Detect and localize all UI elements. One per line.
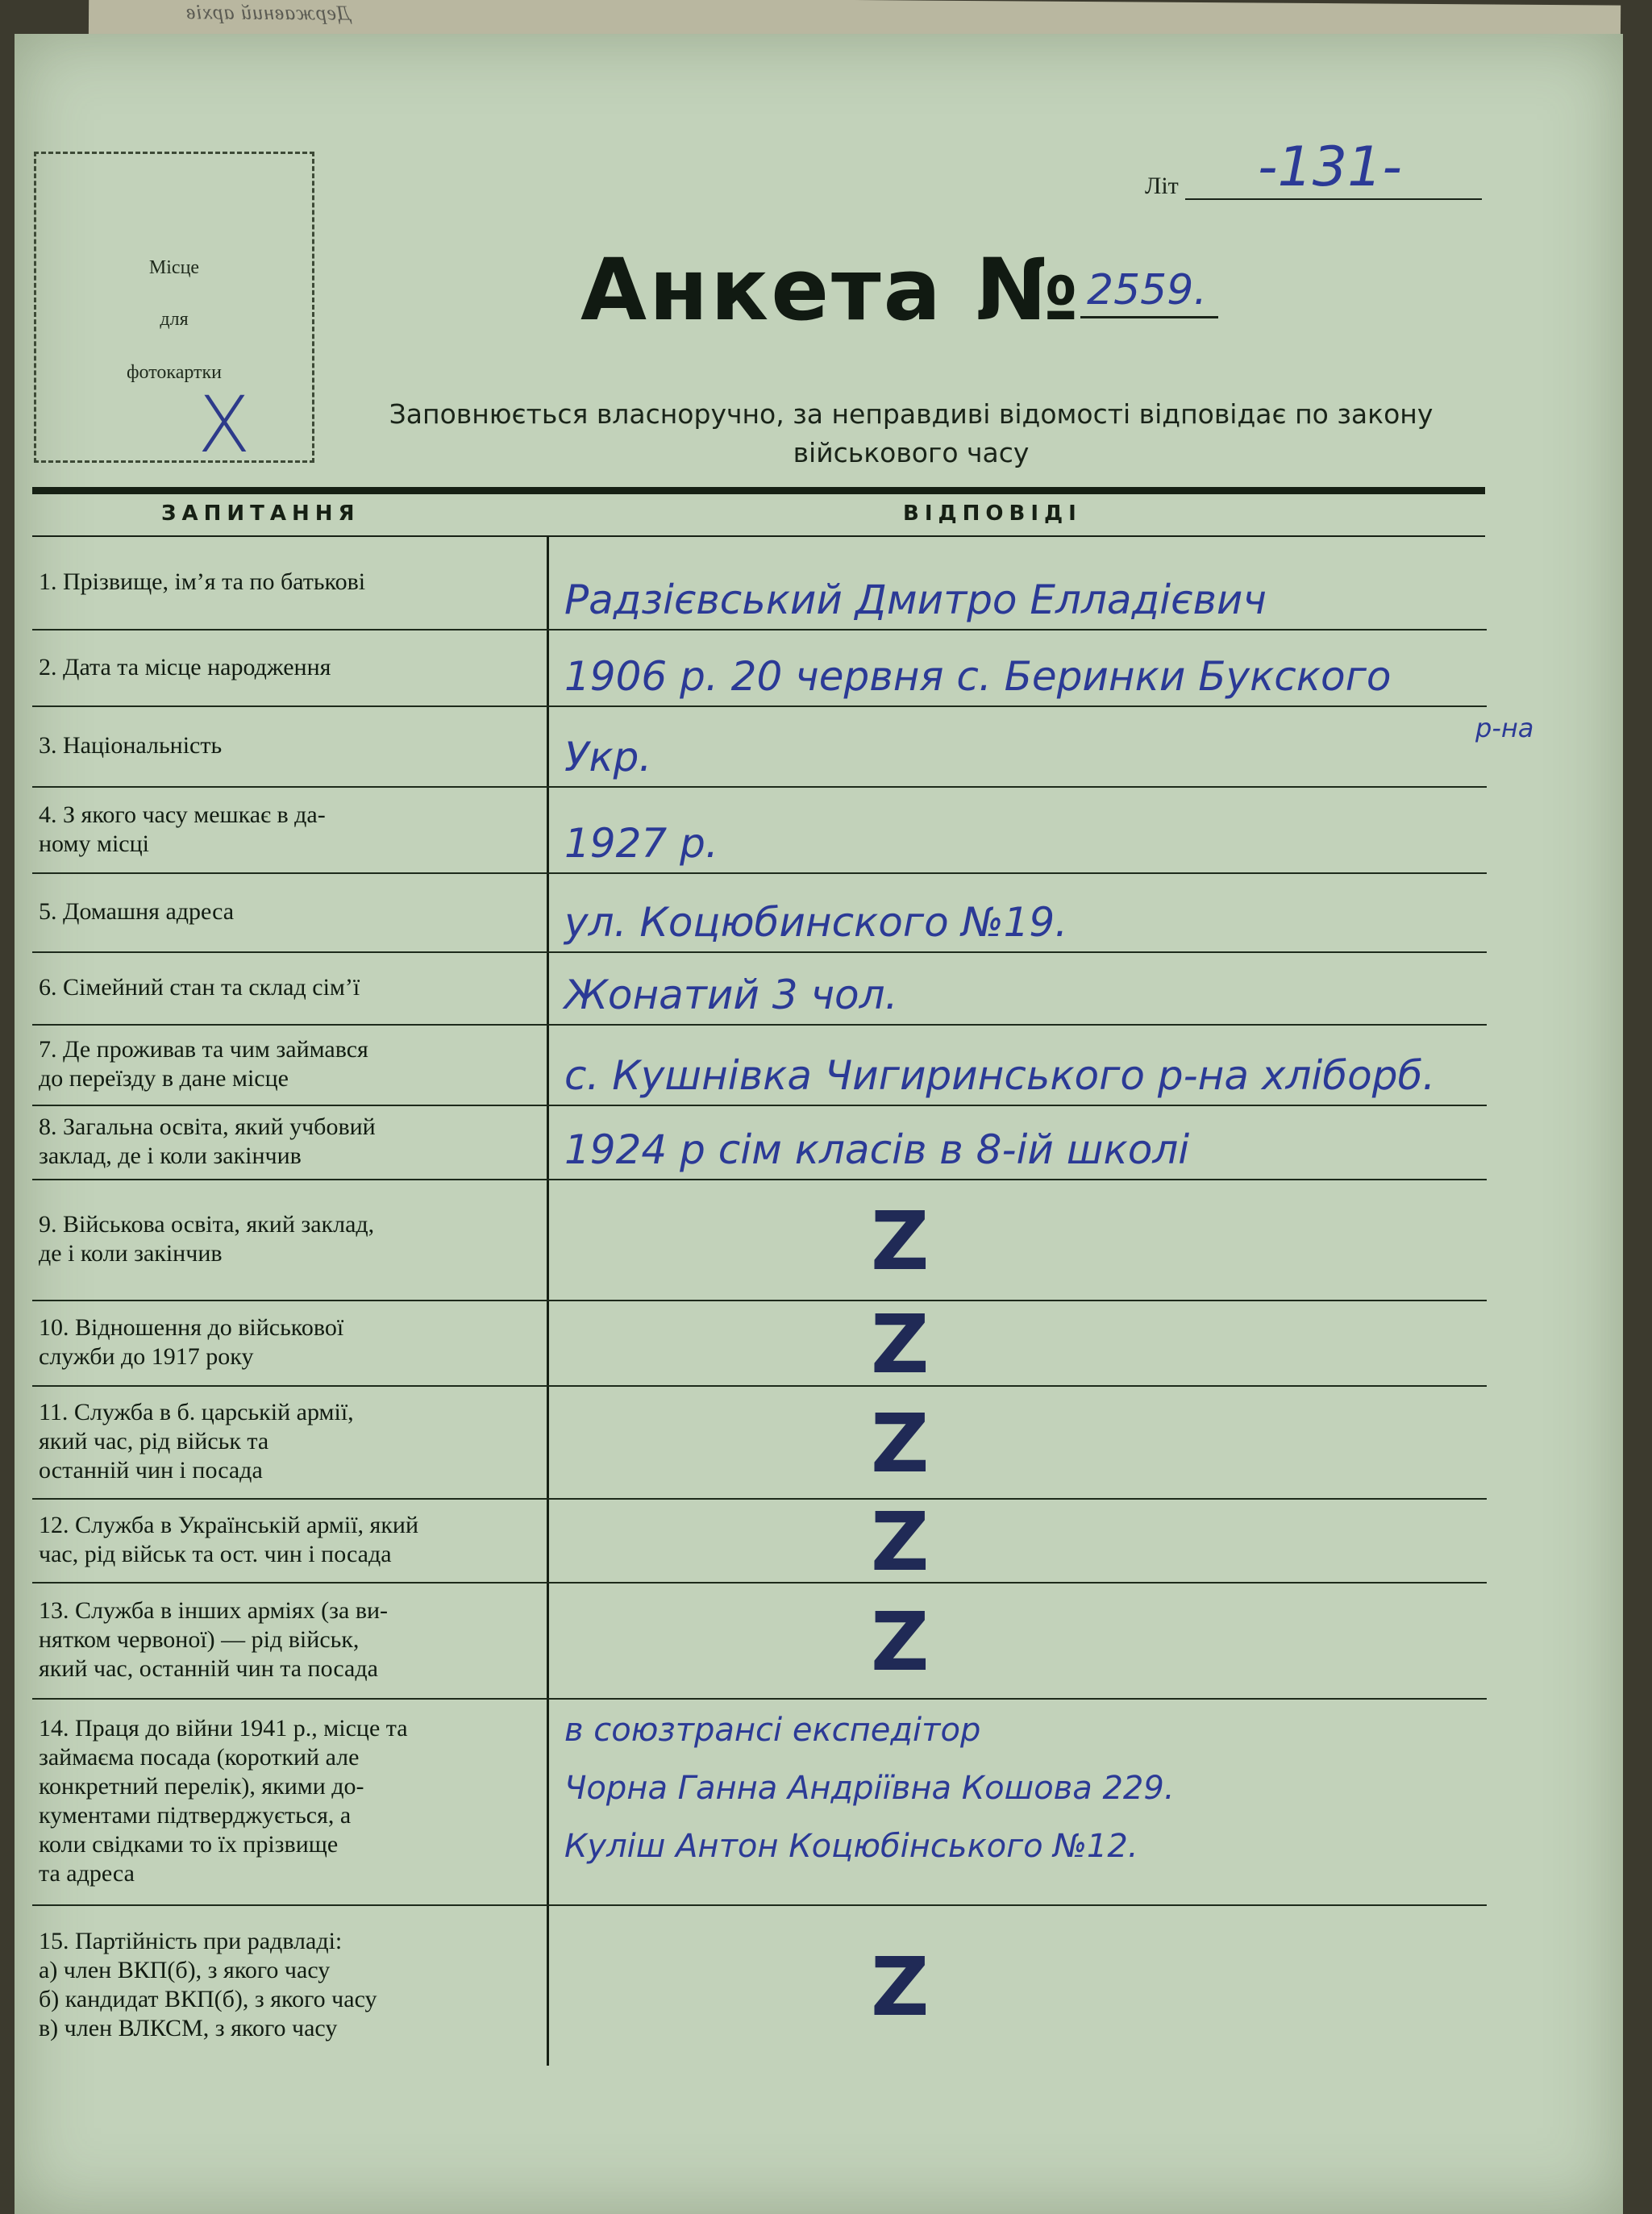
answer-14-line: Куліш Антон Коцюбінського №12.: [564, 1828, 1138, 1865]
row-separator: [32, 1385, 1487, 1387]
question-8: [39, 1113, 547, 1171]
question-line: а) член ВКП(б), з якого часу: [39, 1957, 331, 1983]
sheet-number-label: Літ: [1145, 173, 1179, 199]
question-line: 6. Сімейний стан та склад сім’ї: [39, 974, 360, 1001]
row-separator: [32, 1582, 1487, 1584]
answer-12-dash-mark: Z: [871, 1495, 930, 1589]
question-line: 13. Служба в інших арміях (за ви-: [39, 1597, 389, 1624]
question-6: [39, 973, 547, 1002]
question-line: 5. Домашня адреса: [39, 898, 235, 925]
answer-13-dash-mark: Z: [871, 1595, 930, 1689]
question-14: [39, 1714, 547, 1888]
answer-1: Радзієвський Дмитро Елладієвич: [564, 576, 1267, 623]
question-line: коли свідками то їх прізвище: [39, 1831, 339, 1858]
question-line: 10. Відношення до військової: [39, 1314, 344, 1341]
question-line: 14. Праця до війни 1941 р., місце та: [39, 1715, 408, 1742]
question-line: який час, рід військ та: [39, 1428, 269, 1454]
question-line: 3. Національність: [39, 732, 223, 759]
row-separator: [32, 1105, 1487, 1106]
questions-header: ЗАПИТАННЯ: [161, 501, 360, 526]
question-4: [39, 801, 547, 859]
question-line: нятком червоної) — рід військ,: [39, 1626, 360, 1653]
question-line: 4. З якого часу мешкає в да-: [39, 801, 326, 828]
answer-2-extra: р-на: [1475, 713, 1534, 743]
question-line: 15. Партійність при радвладі:: [39, 1928, 343, 1954]
answer-3: Укр.: [564, 734, 652, 780]
question-line: ному місці: [39, 830, 149, 857]
answer-14-line: Чорна Ганна Андріївна Кошова 229.: [564, 1770, 1175, 1807]
question-13: [39, 1596, 547, 1683]
question-line: конкретний перелік), якими до-: [39, 1773, 364, 1800]
question-line: 7. Де проживав та чим займався: [39, 1036, 368, 1063]
question-line: 12. Служба в Українській армії, який: [39, 1512, 419, 1538]
row-separator: [32, 872, 1487, 874]
question-line: 9. Військова освіта, який заклад,: [39, 1211, 375, 1238]
question-15: [39, 1927, 547, 2043]
page-subtitle: Заповнюється власноручно, за неправдиві відомості відповідає по закону військового часу: [389, 398, 1434, 468]
row-separator: [32, 705, 1487, 707]
question-line: до переїзду в дане місце: [39, 1065, 289, 1092]
answers-header: ВІДПОВІДІ: [903, 501, 1082, 526]
question-10: [39, 1313, 547, 1371]
question-line: та адреса: [39, 1860, 135, 1887]
question-line: який час, останній чин та посада: [39, 1655, 378, 1682]
answer-9-dash-mark: Z: [871, 1194, 930, 1288]
question-2: [39, 653, 547, 682]
question-line: час, рід військ та ост. чин і посада: [39, 1541, 392, 1567]
question-12: [39, 1511, 547, 1569]
question-line: 11. Служба в б. царській армії,: [39, 1399, 354, 1425]
answer-15-dash-mark: Z: [871, 1940, 930, 2034]
archive-scrap-text: Державний архів: [185, 0, 351, 25]
answer-8: 1924 р сім класів в 8-ій школі: [564, 1126, 1190, 1173]
photo-box: [34, 152, 314, 470]
row-separator: [32, 786, 1487, 788]
question-7: [39, 1035, 547, 1093]
question-line: останній чин і посада: [39, 1457, 263, 1484]
photo-box-cross-mark: X: [198, 380, 251, 470]
answer-6: Жонатий 3 чол.: [564, 972, 898, 1018]
row-separator: [32, 1698, 1487, 1700]
questionnaire-number: 2559.: [1080, 266, 1218, 318]
question-1: [39, 568, 547, 597]
row-separator: [32, 951, 1487, 953]
answer-14-line: в союзтрансі експедітор: [564, 1712, 981, 1749]
answer-5: ул. Коцюбинского №19.: [564, 899, 1068, 946]
page-title: Анкета №: [580, 240, 1081, 339]
question-11: [39, 1398, 547, 1485]
answer-2: 1906 р. 20 червня с. Беринки Букского: [564, 653, 1392, 700]
question-line: займаєма посада (короткий але: [39, 1744, 360, 1771]
row-separator: [32, 1024, 1487, 1026]
question-line: в) член ВЛКСМ, з якого часу: [39, 2015, 338, 2041]
margin-note: [0, 1371, 18, 1580]
row-separator: [32, 1498, 1487, 1500]
question-line: служби до 1917 року: [39, 1343, 254, 1370]
sheet-number-value: -131-: [1258, 135, 1402, 199]
row-separator: [32, 629, 1487, 630]
row-separator: [32, 1904, 1487, 1906]
question-5: [39, 897, 547, 926]
answer-4: 1927 р.: [564, 820, 718, 867]
header-bottom-rule: [32, 535, 1485, 537]
row-separator: [32, 1300, 1487, 1301]
question-line: 8. Загальна освіта, який учбовий: [39, 1113, 376, 1140]
question-3: [39, 731, 547, 760]
question-line: кументами підтверджується, а: [39, 1802, 352, 1829]
photo-box-line3: фотокартки: [126, 362, 223, 383]
answer-7: с. Кушнівка Чигиринського р-на хліборб.: [564, 1052, 1436, 1099]
question-line: б) кандидат ВКП(б), з якого часу: [39, 1986, 377, 2012]
answer-10-dash-mark: Z: [871, 1297, 930, 1392]
answer-11-dash-mark: Z: [871, 1396, 930, 1491]
row-separator: [32, 1179, 1487, 1180]
question-line: 1. Прізвище, ім’я та по батькові: [39, 568, 366, 595]
photo-box-line2: для: [160, 309, 189, 330]
question-line: заклад, де і коли закінчив: [39, 1142, 302, 1169]
question-line: де і коли закінчив: [39, 1240, 223, 1267]
question-9: [39, 1210, 547, 1268]
header-rule: [32, 487, 1485, 494]
question-line: 2. Дата та місце народження: [39, 653, 331, 680]
photo-box-line1: Місце: [148, 257, 200, 278]
